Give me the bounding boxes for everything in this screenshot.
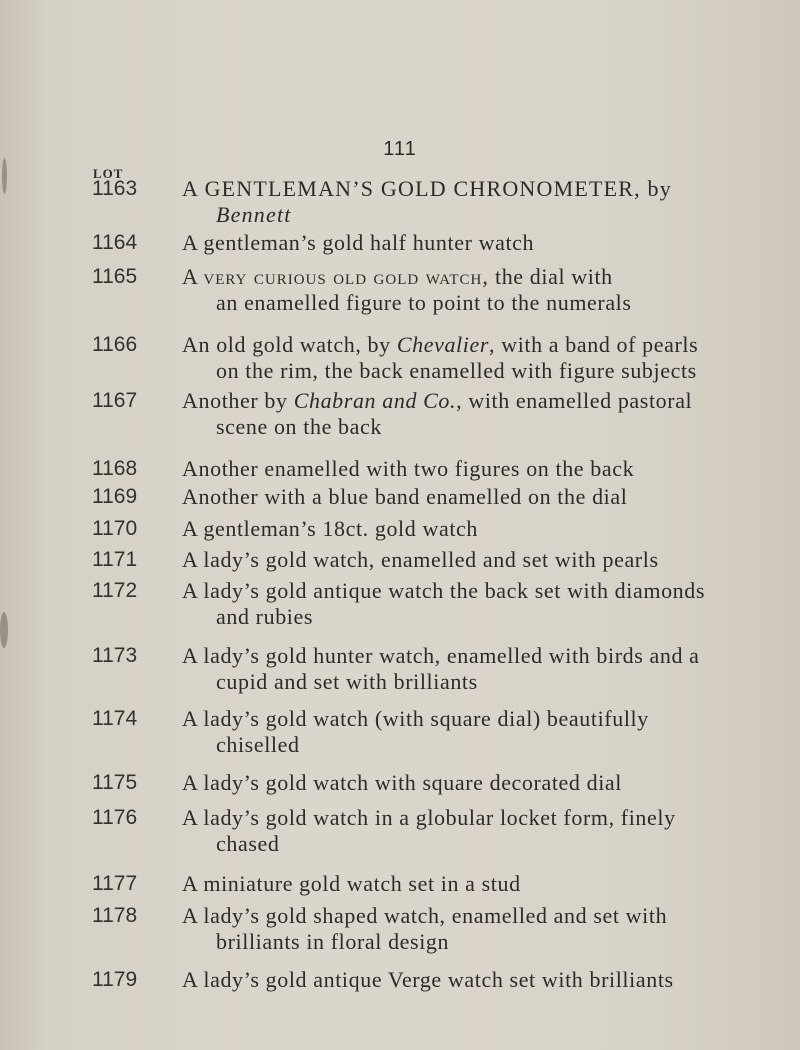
lot-description — [182, 332, 792, 384]
lot-number: 1170 — [92, 517, 138, 540]
lot-number: 1178 — [92, 904, 138, 927]
margin-mark — [2, 158, 7, 194]
lot-number: 1165 — [92, 265, 138, 288]
lot-description-text: , with a band of pearls — [489, 332, 699, 357]
lot-description: A gentleman’s gold half hunter watch — [182, 230, 535, 255]
lot-number: 1164 — [92, 231, 138, 254]
lot-description-line2: cupid and set with brilliants — [216, 669, 478, 694]
lot-description-line1: A lady’s gold watch in a globular locket form, finely — [182, 805, 676, 830]
lot-description-line2: an enamelled figure to point to the numerals — [216, 290, 632, 315]
lot-description-text: An old gold watch, by — [182, 332, 397, 357]
lot-number: 1171 — [92, 548, 138, 571]
lot-number: 1179 — [92, 968, 138, 991]
lot-description-text: , with enamelled pastoral — [456, 388, 693, 413]
lot-number: 1175 — [92, 771, 138, 794]
page-number: 111 — [383, 138, 417, 160]
margin-mark — [0, 612, 8, 648]
lot-description-line2: chiselled — [216, 732, 300, 757]
lot-number: 1173 — [92, 644, 138, 667]
lot-description-text: Another by — [182, 388, 294, 413]
lot-description-line2: on the rim, the back enamelled with figure subjects — [216, 358, 697, 383]
lot-description-line1: A lady’s gold hunter watch, enamelled with birds and a — [182, 643, 700, 668]
lot-description-line2: scene on the back — [216, 414, 382, 439]
lot-number: 1177 — [92, 872, 138, 895]
lot-description: A lady’s gold antique Verge watch set with brilliants — [182, 967, 674, 992]
lot-number: 1169 — [92, 485, 138, 508]
lot-description-line2: Bennett — [216, 202, 292, 227]
lot-description — [182, 643, 792, 695]
lot-description: A gentleman’s 18ct. gold watch — [182, 516, 478, 541]
lot-description-text: A — [182, 264, 204, 289]
lot-description: A lady’s gold watch with square decorated dial — [182, 770, 622, 795]
lot-description-line1: A lady’s gold antique watch the back set with diamonds — [182, 578, 706, 603]
lot-description — [182, 578, 792, 630]
lot-number: 1176 — [92, 806, 138, 829]
lot-description — [182, 176, 792, 228]
lot-description — [182, 706, 792, 758]
lot-number: 1167 — [92, 389, 138, 412]
lot-number: 1172 — [92, 579, 138, 602]
lot-number: 1163 — [92, 177, 138, 200]
lot-description-line1: A GENTLEMAN’S GOLD CHRONOMETER, by — [182, 176, 672, 201]
lot-description — [182, 903, 792, 955]
lot-description-line2: brilliants in floral design — [216, 929, 450, 954]
lot-number: 1168 — [92, 457, 138, 480]
lot-description-text: the dial with — [488, 264, 613, 289]
lot-description — [182, 805, 792, 857]
lot-description-line1: A lady’s gold watch (with square dial) beautifully — [182, 706, 649, 731]
lot-description: A lady’s gold watch, enamelled and set with pearls — [182, 547, 659, 572]
lot-column-header: LOT — [93, 166, 124, 181]
lot-description — [182, 264, 792, 316]
lot-description-smallcaps: very curious old gold watch, — [203, 264, 489, 289]
lot-description-line2: chased — [216, 831, 280, 856]
lot-number: 1166 — [92, 333, 138, 356]
lot-description: A miniature gold watch set in a stud — [182, 871, 521, 896]
lot-description-line2: and rubies — [216, 604, 314, 629]
lot-description — [182, 388, 792, 440]
lot-number: 1174 — [92, 707, 138, 730]
maker-name: Chabran and Co. — [293, 388, 457, 413]
lot-description-line1: A lady’s gold shaped watch, enamelled and set with — [182, 903, 668, 928]
lot-description: Another enamelled with two figures on the back — [182, 456, 635, 481]
lot-description: Another with a blue band enamelled on the dial — [182, 484, 628, 509]
maker-name: Chevalier — [396, 332, 489, 357]
